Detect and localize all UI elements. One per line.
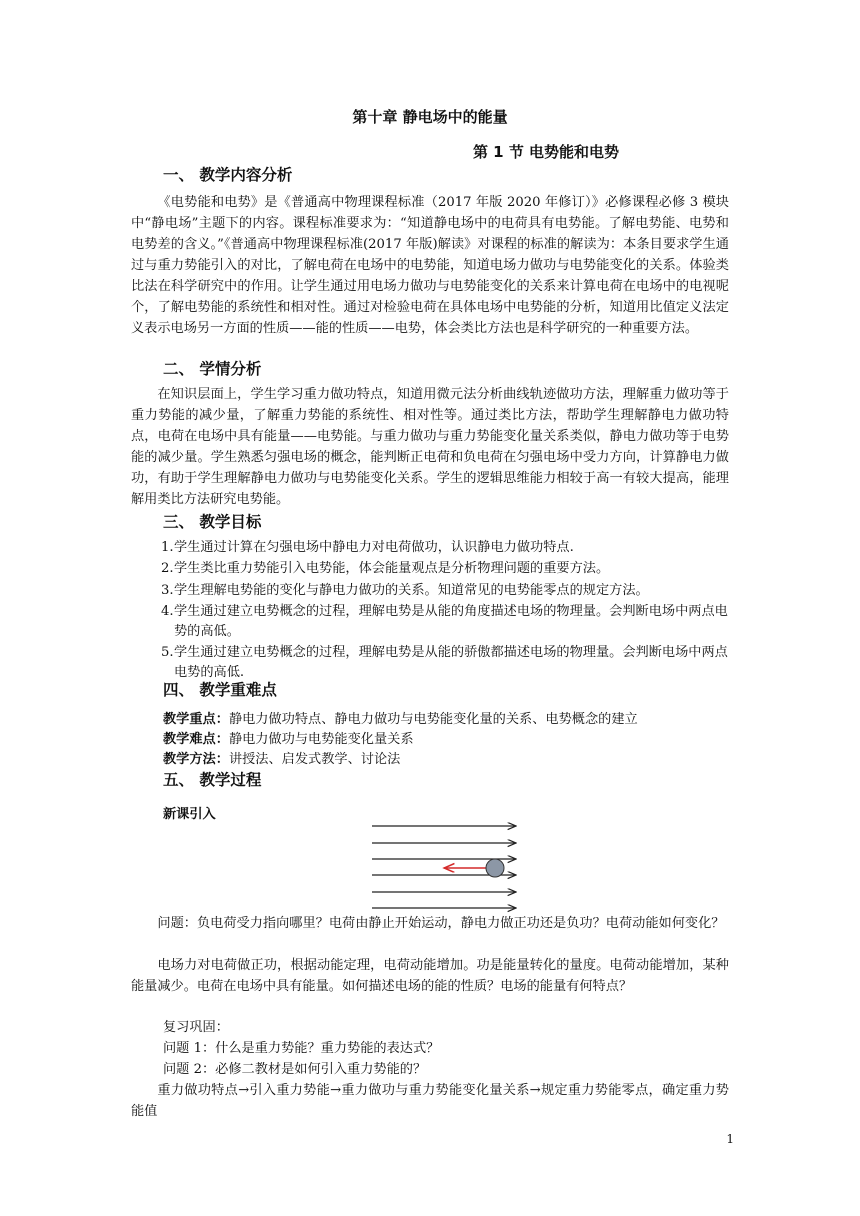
goal-number: 2. bbox=[161, 561, 174, 577]
goal-text: 学生类比重力势能引入电势能，体会能量观点是分析物理问题的重要方法。 bbox=[174, 561, 610, 577]
goals-list bbox=[131, 538, 729, 684]
section-title: 第 1 节 电势能和电势 bbox=[472, 143, 620, 161]
review-question-1: 问题 1：什么是重力势能？重力势能的表达式？ bbox=[163, 1041, 440, 1056]
goal-item bbox=[131, 581, 729, 601]
difficult-point-text: 静电力做功与电势能变化量关系 bbox=[228, 732, 414, 747]
review-label: 复习巩固： bbox=[163, 1020, 229, 1035]
goal-number: 5. bbox=[161, 645, 174, 661]
goal-item bbox=[131, 538, 729, 558]
heading-learner-analysis: 二、 学情分析 bbox=[163, 360, 262, 378]
heading-teaching-process: 五、 教学过程 bbox=[163, 771, 262, 789]
goal-number: 3. bbox=[161, 582, 174, 598]
question-paragraph: 问题：负电荷受力指向哪里？电荷由静止开始运动，静电力做正功还是负功？电荷动能如何变化？ bbox=[157, 916, 725, 931]
goal-text: 学生理解电势能的变化与静电力做功的关系。知道常见的电势能零点的规定方法。 bbox=[174, 582, 649, 598]
electric-field-figure bbox=[366, 816, 526, 916]
goal-text: 学生通过建立电势概念的过程，理解电势是从能的角度描述电场的物理量。会判断电场中两点电势的高低。 bbox=[174, 603, 728, 639]
learner-analysis-paragraph: 在知识层面上，学生学习重力做功特点，知道用微元法分析曲线轨迹做功方法，理解重力做功等于重力势能的减少量，了解重力势能的系统性、相对性等。通过类比方法，帮助学生理解静电力做功特点，电荷在电场中具有能量——电势能。与重力做功与重力势能变化量关系类似，静电力做功等于电势能的减少量。学生熟悉匀强电场的概念，能判断正电荷和负电荷在匀强电场中受力方向，计算静电力做功，有助于学生理解静电力做功与电势能变化关系。学生的逻辑思维能力相较于高一有较大提高，能理解用类比方法研究电势能。 bbox=[131, 387, 729, 507]
content-analysis-paragraph: 《电势能和电势》是《普通高中物理课程标准（2017 年版 2020 年修订）》必修课程必修 3 模块中“静电场”主题下的内容。课程标准要求为：“知道静电场中的电荷具有电势能。了解电势能、电势和电势差的含义。”《普通高中物理课程标准(2017 年版)解读》对课程的标准的解读为：本条目要求学生通过与重力势能引入的对比，了解电荷在电场中的电势能，知道电场力做功与电势能变化的关系。体验类比法在科学研究中的作用。让学生通过用电场力做功与电势能变化的关系来计算电荷在电场中的电视呢个，了解电势能的系统性和相对性。通过对检验电荷在具体电场中电势能的分析，知道用比值定义法定义表示电场另一方面的性质——能的性质——电势，体会类比方法也是科学研究的一种重要方法。 bbox=[131, 195, 729, 336]
teaching-method-line bbox=[163, 750, 400, 770]
goal-number: 1. bbox=[161, 540, 174, 555]
negative-charge bbox=[486, 859, 504, 877]
gravity-chain-paragraph: 重力做功特点→引入重力势能→重力做功与重力势能变化量关系→规定重力势能零点，确定重力势能值 bbox=[131, 1083, 729, 1119]
heading-key-difficult-points: 四、 教学重难点 bbox=[163, 681, 277, 699]
review-question-2: 问题 2：必修二教材是如何引入重力势能的？ bbox=[163, 1062, 427, 1077]
key-point-label: 教学重点： bbox=[163, 712, 229, 727]
intro-label: 新课引入 bbox=[163, 807, 216, 822]
key-point-line bbox=[163, 710, 638, 730]
goal-item bbox=[131, 602, 729, 642]
teaching-method-text: 讲授法、启发式教学、讨论法 bbox=[228, 752, 401, 767]
goal-text: 学生通过计算在匀强电场中静电力对电荷做功，认识静电力做功特点. bbox=[174, 540, 574, 555]
goal-number: 4. bbox=[161, 603, 174, 619]
page-number: 1 bbox=[726, 1132, 734, 1146]
heading-teaching-goals: 三、 教学目标 bbox=[163, 513, 262, 531]
answer-paragraph: 电场力对电荷做正功，根据动能定理，电荷动能增加。功是能量转化的量度。电荷动能增加，某种能量减少。电荷在电场中具有能量。如何描述电场的能的性质？电场的能量有何特点？ bbox=[131, 958, 729, 994]
difficult-point-line bbox=[163, 730, 414, 750]
goal-text: 学生通过建立电势概念的过程，理解电势是从能的骄傲都描述电场的物理量。会判断电场中两点电势的高低. bbox=[174, 645, 728, 681]
key-point-text: 静电力做功特点、静电力做功与电势能变化量的关系、电势概念的建立 bbox=[228, 712, 638, 727]
teaching-method-label: 教学方法： bbox=[163, 752, 229, 767]
goal-item bbox=[131, 559, 729, 579]
difficult-point-label: 教学难点： bbox=[163, 732, 229, 747]
chapter-title: 第十章 静电场中的能量 bbox=[352, 108, 508, 126]
heading-content-analysis: 一、 教学内容分析 bbox=[163, 166, 293, 184]
